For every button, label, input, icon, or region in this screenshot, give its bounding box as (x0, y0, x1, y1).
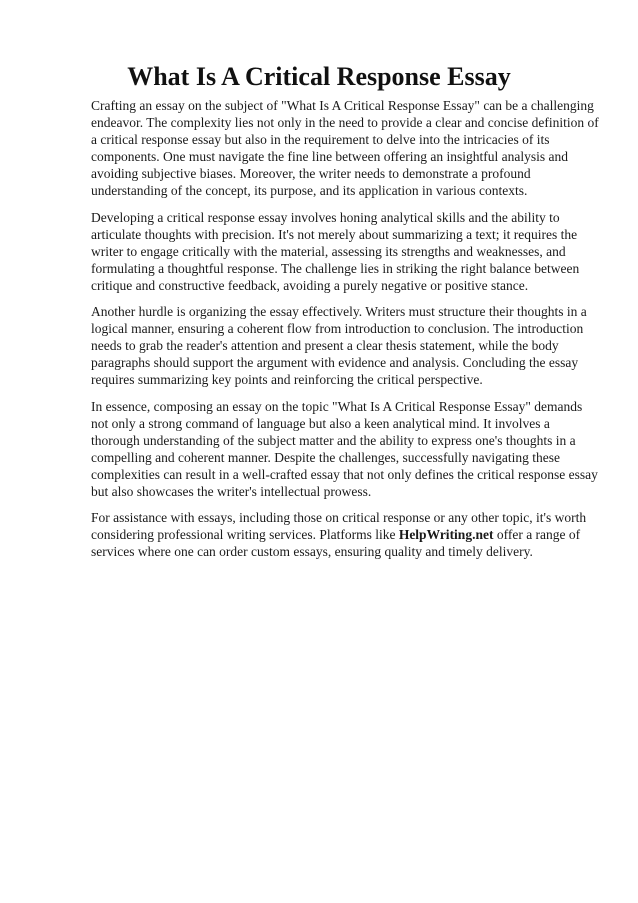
paragraph-4: In essence, composing an essay on the topic "What Is A Critical Response Essay" demands not only a strong command of language but also a keen analytical mind. It involves a thorough understanding of the subject matter and the ability to express one's thoughts in a compelling and coherent manner. Despite the challenges, successfully navigating these complexities can result in a well-crafted essay that not only defines the critical response essay but also showcases the writer's intellectual prowess. (91, 398, 598, 499)
paragraph-3: Another hurdle is organizing the essay effectively. Writers must structure their thoughts in a logical manner, ensuring a coherent flow from introduction to conclusion. The introduction needs to grab the reader's attention and present a clear thesis statement, while the body paragraphs should support the argument with evidence and analysis. Concluding the essay requires summarizing key points and reinforcing the critical perspective. (91, 304, 587, 388)
paragraph-2: Developing a critical response essay involves honing analytical skills and the ability to articulate thoughts with precision. It's not merely about summarizing a text; it requires the writer to engage critically with the material, assessing its strengths and weaknesses, and formulating a thoughtful response. The challenge lies in striking the right balance between critique and constructive feedback, avoiding a purely negative or positive stance. (91, 209, 580, 293)
paragraph-1: Crafting an essay on the subject of "What Is A Critical Response Essay" can be a challenging endeavor. The complexity lies not only in the need to provide a clear and concise definition of a critical response essay but also in the requirement to delve into the intricacies of its components. One must navigate the fine line between offering an insightful analysis and avoiding subjective biases. Moreover, the writer needs to demonstrate a profound understanding of the concept, its purpose, and its application in various contexts. (91, 98, 599, 199)
essay-body (91, 97, 601, 569)
helpwriting-link[interactable]: HelpWriting.net (398, 527, 494, 543)
paragraph-5-before-link: For assistance with essays, including those on critical response or any other topic, it's worth considering professional writing services. Platforms like (91, 510, 587, 543)
page-title: What Is A Critical Response Essay (127, 62, 511, 91)
paragraph-5-after-link: offer a range of services where one can order custom essays, ensuring quality and timely delivery. (91, 527, 581, 560)
paragraph-5 (91, 509, 601, 560)
